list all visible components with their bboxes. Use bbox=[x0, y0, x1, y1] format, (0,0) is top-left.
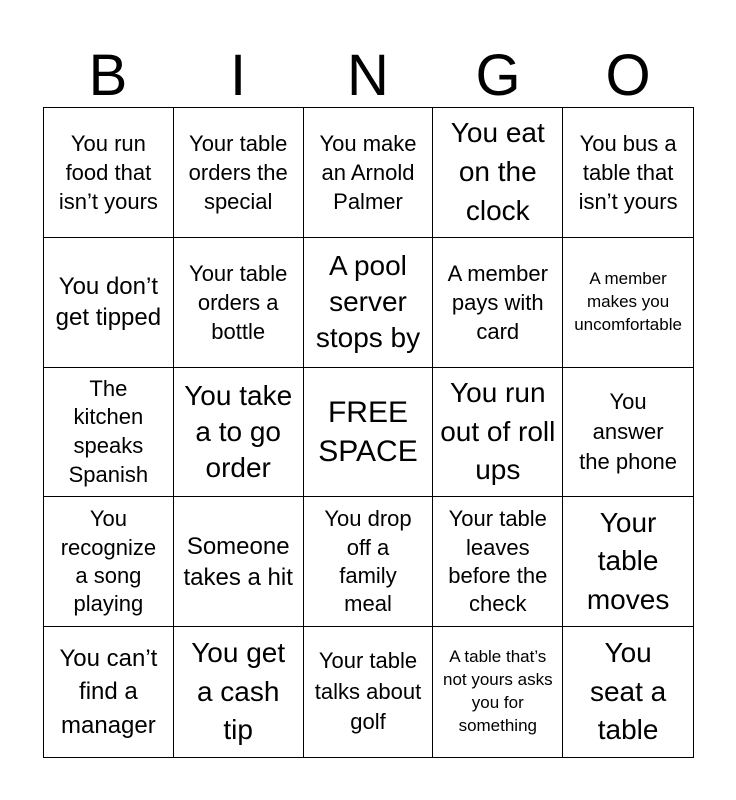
cell-text: You get a cash tip bbox=[191, 637, 286, 746]
bingo-cell[interactable] bbox=[174, 368, 304, 498]
bingo-cell[interactable] bbox=[433, 238, 563, 368]
cell-text: You can’t find a manager bbox=[59, 644, 158, 739]
cell-text: You run out of roll ups bbox=[440, 377, 556, 486]
cell-text: A member makes you uncomfortable bbox=[574, 268, 682, 334]
cell-text: You take a to go order bbox=[184, 380, 293, 483]
cell-text: You recognize a song playing bbox=[60, 506, 157, 616]
header-letter-b: B bbox=[88, 43, 128, 108]
bingo-cell[interactable] bbox=[44, 368, 174, 498]
bingo-cell[interactable] bbox=[563, 238, 693, 368]
bingo-cell[interactable] bbox=[174, 108, 304, 238]
cell-text: You eat on the clock bbox=[450, 117, 545, 226]
cell-text: You drop off a family meal bbox=[324, 506, 412, 616]
bingo-cell[interactable] bbox=[304, 497, 434, 627]
bingo-cell[interactable] bbox=[44, 627, 174, 757]
bingo-cell[interactable] bbox=[304, 368, 434, 498]
bingo-cell[interactable] bbox=[44, 108, 174, 238]
cell-text: Your table orders a bottle bbox=[189, 260, 288, 344]
bingo-cell[interactable] bbox=[44, 497, 174, 627]
cell-text: FREE SPACE bbox=[318, 395, 418, 468]
cell-text: You run food that isn’t yours bbox=[58, 130, 158, 214]
header-letter-o: O bbox=[605, 43, 651, 108]
cell-text: Your table talks about golf bbox=[314, 647, 422, 735]
cell-text: You answer the phone bbox=[579, 389, 678, 474]
bingo-cell[interactable] bbox=[174, 497, 304, 627]
bingo-cell[interactable] bbox=[174, 238, 304, 368]
cell-text: Your table moves bbox=[586, 506, 670, 616]
header-letter-i: I bbox=[229, 43, 247, 108]
cell-text: The kitchen speaks Spanish bbox=[68, 375, 149, 487]
cell-text: You don’t get tipped bbox=[55, 273, 162, 332]
bingo-cell[interactable] bbox=[433, 108, 563, 238]
bingo-cell[interactable] bbox=[563, 497, 693, 627]
cell-text: You bus a table that isn’t yours bbox=[578, 130, 678, 214]
cell-text: You make an Arnold Palmer bbox=[319, 130, 417, 214]
cell-text: Your table leaves before the check bbox=[448, 506, 548, 616]
header-letter-n: N bbox=[347, 43, 389, 108]
bingo-cell[interactable] bbox=[304, 108, 434, 238]
cell-text: A member pays with card bbox=[447, 260, 548, 344]
bingo-header bbox=[43, 40, 693, 108]
bingo-cell[interactable] bbox=[304, 627, 434, 757]
cell-text: Your table orders the special bbox=[188, 130, 288, 214]
header-letter-g: G bbox=[475, 43, 521, 108]
bingo-cell[interactable] bbox=[563, 627, 693, 757]
bingo-cell[interactable] bbox=[433, 368, 563, 498]
cell-text: Someone takes a hit bbox=[183, 532, 293, 591]
cell-text: A pool server stops by bbox=[315, 249, 421, 354]
bingo-cell[interactable] bbox=[304, 238, 434, 368]
bingo-cell[interactable] bbox=[174, 627, 304, 757]
bingo-cell[interactable] bbox=[433, 497, 563, 627]
bingo-board bbox=[43, 107, 694, 758]
cell-text: You seat a table bbox=[589, 637, 667, 746]
cell-text: A table that’s not yours asks you for something bbox=[442, 647, 553, 736]
bingo-cell[interactable] bbox=[44, 238, 174, 368]
bingo-cell[interactable] bbox=[433, 627, 563, 757]
bingo-cell[interactable] bbox=[563, 108, 693, 238]
bingo-cell[interactable] bbox=[563, 368, 693, 498]
